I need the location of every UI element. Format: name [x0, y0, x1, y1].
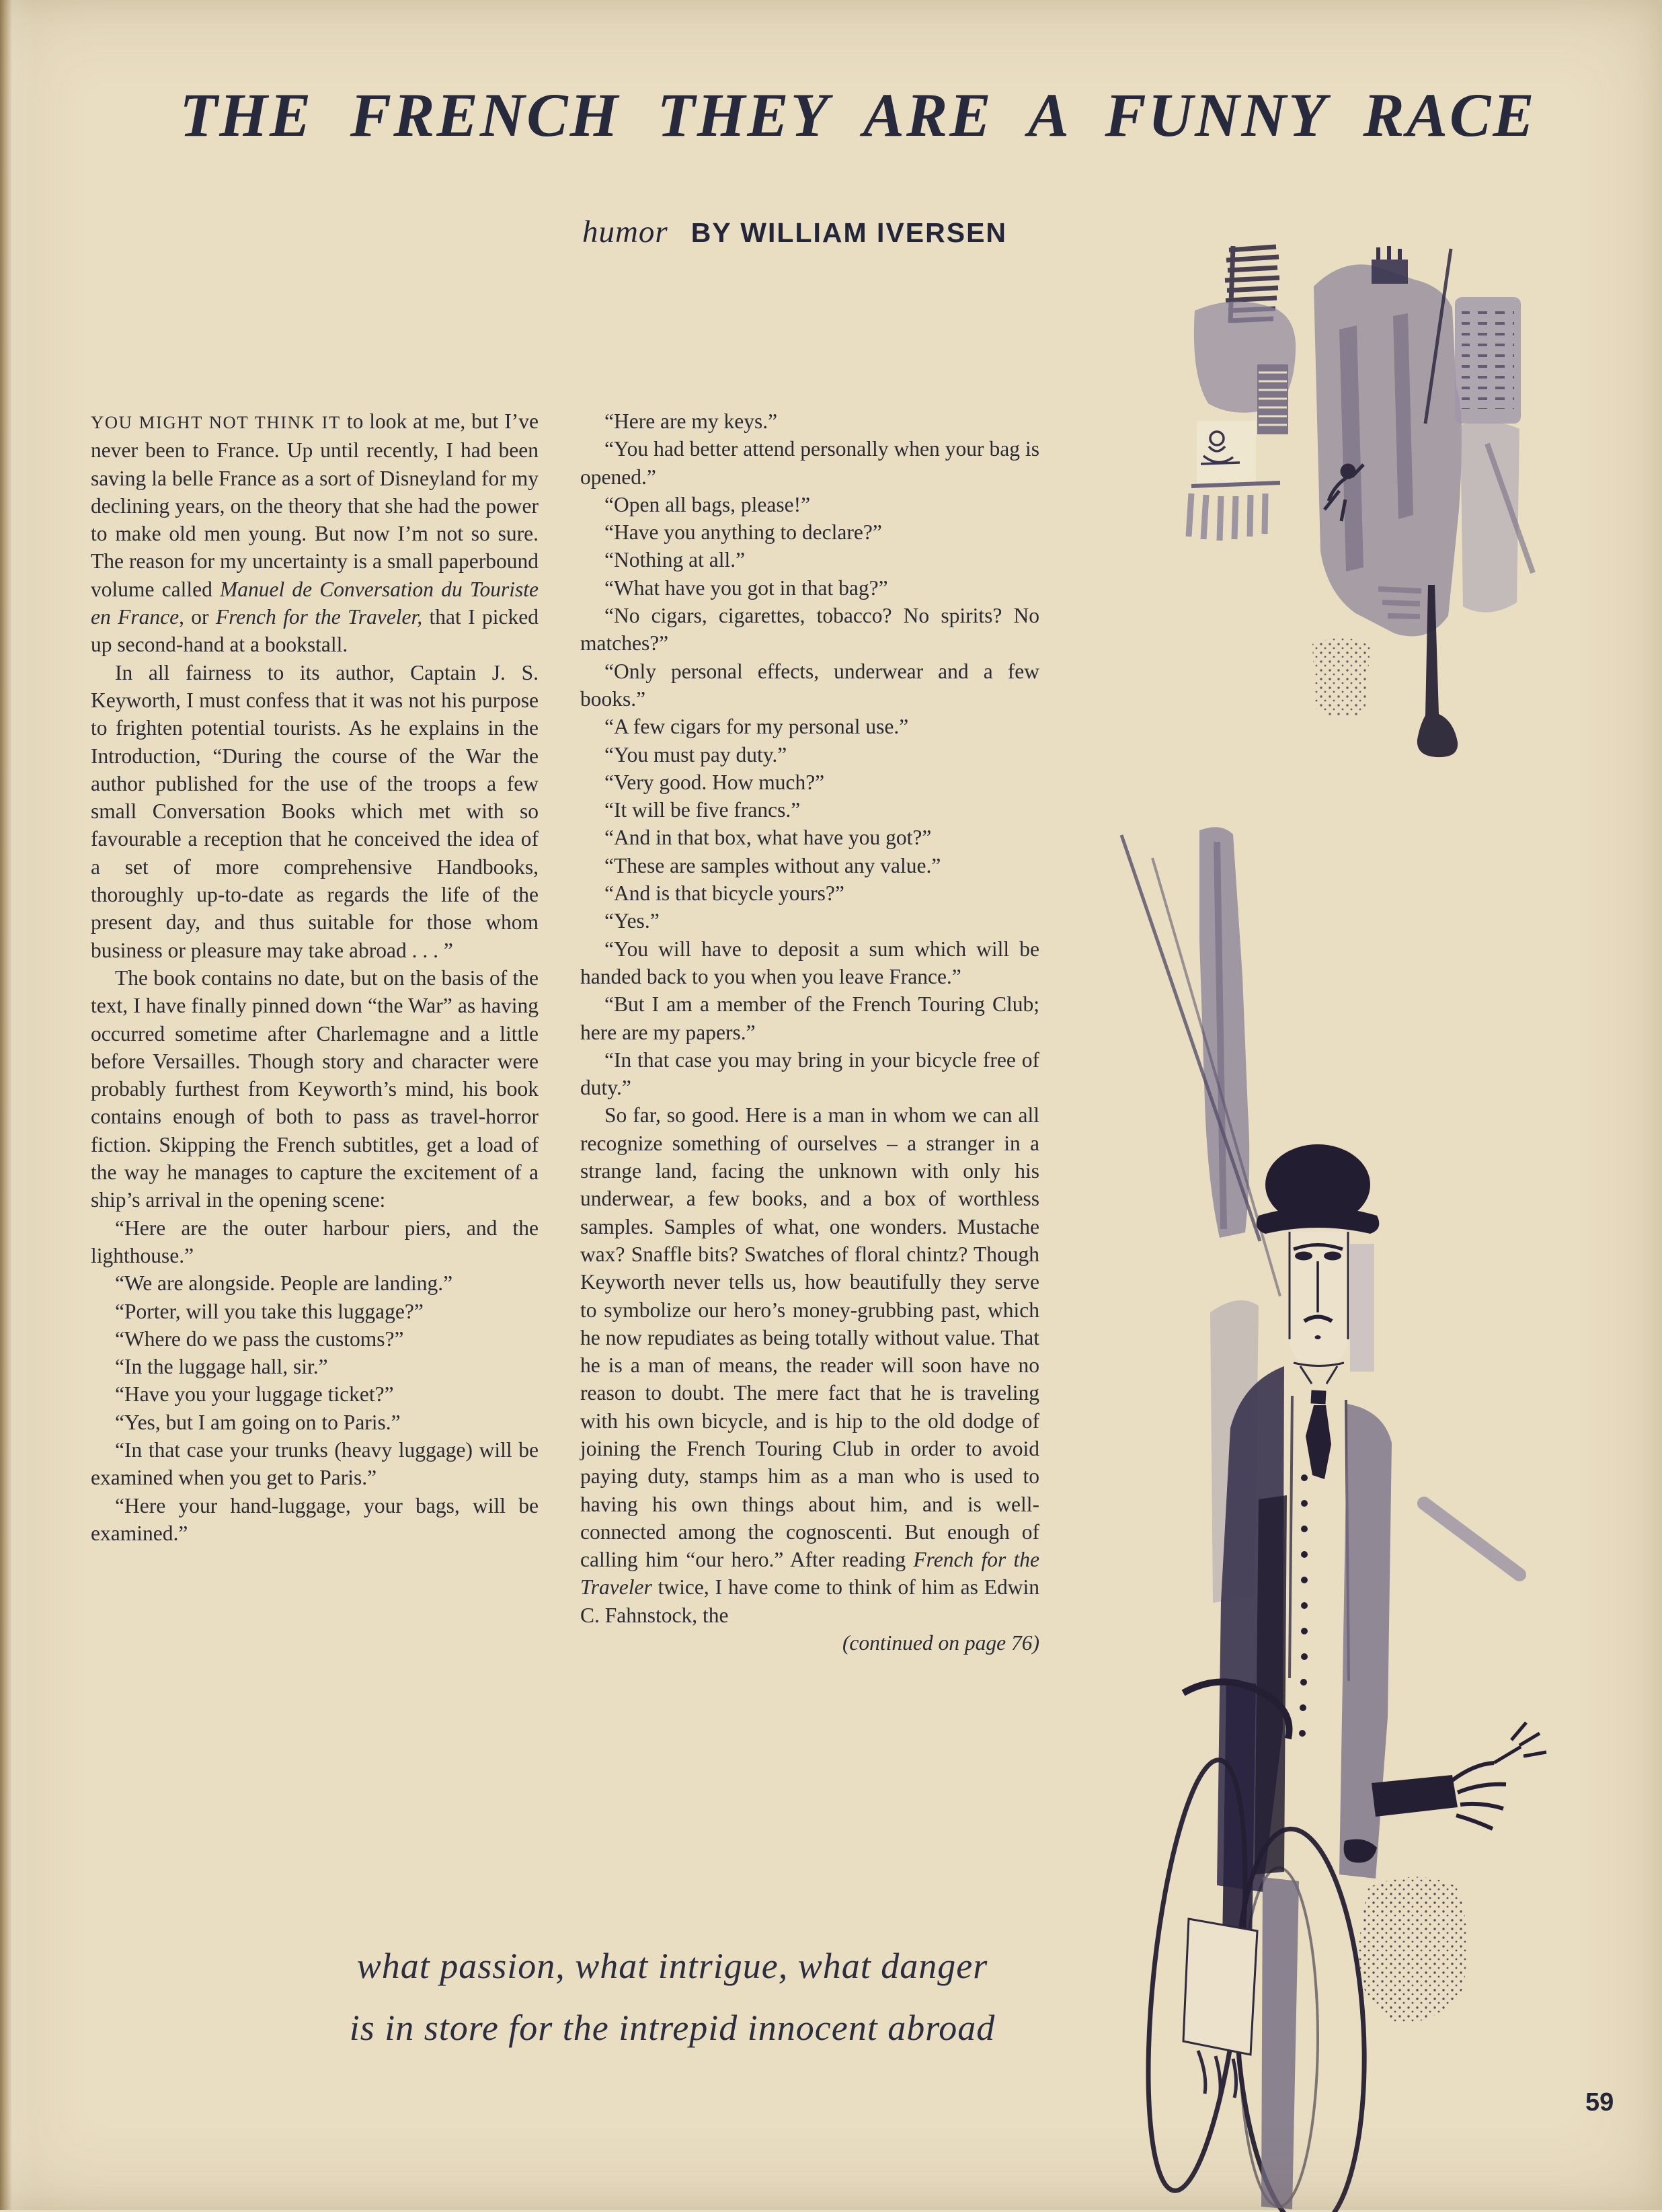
text-run: The book contains no date, but on the basis of the text, I have finally pinned down “the War” as having occurred sometime after Charlemagne and a little before Versailles. Though story and character were probably furthest from Keyworth’s mind, his book contains enough of both to pass as travel-horror fiction. Skipping the French subtitles, get a load of the way he manages to capture the excitement of a ship’s arrival in the opening scene: [91, 965, 539, 1212]
paragraph [580, 1629, 1039, 1657]
cuff-and-leg [1183, 1877, 1467, 2209]
watercolor-illustration [1057, 222, 1662, 2212]
paragraph [91, 1492, 539, 1548]
text-run: “You had better attend personally when your bag is opened.” [580, 437, 1039, 489]
right-eye [1324, 1252, 1341, 1261]
paragraph [91, 1436, 539, 1492]
teaser-caption [202, 1935, 1143, 2059]
tie [1306, 1405, 1331, 1479]
smallcaps-run: YOU MIGHT NOT THINK IT [91, 412, 341, 432]
paragraph [580, 658, 1039, 713]
author-name: BY WILLIAM IVERSEN [690, 217, 1008, 248]
text-run: that I picked up second-hand at a bookstall. [91, 605, 539, 657]
frame-bar [1222, 1680, 1256, 1948]
paragraph [91, 1269, 539, 1297]
paragraph [580, 435, 1039, 491]
mid-brush-strokes [1121, 827, 1280, 1296]
text-run: to look at me, but I’ve never been to France. Up until recently, I had been saving la belle France as a sort of Disneyland for my declining years, on the theory that she had the power to make old men young. But now I’m not so sure. The reason for my uncertainty is a small paperbound volume called [91, 409, 539, 601]
paragraph [580, 907, 1039, 935]
paragraph [580, 768, 1039, 796]
text-run: “It will be five francs.” [604, 798, 801, 822]
text-run: “In the luggage hall, sir.” [115, 1355, 328, 1379]
paragraph [580, 935, 1039, 991]
paragraph [580, 546, 1039, 574]
paragraph [91, 407, 539, 659]
text-run: “And in that box, what have you got?” [604, 826, 932, 850]
text-run: “We are alongside. People are landing.” [115, 1271, 453, 1296]
text-run: “These are samples without any value.” [604, 853, 941, 877]
text-run: “Only personal effects, underwear and a few books.” [580, 659, 1039, 711]
paragraph [91, 964, 539, 1214]
text-run: “But I am a member of the French Touring Club; here are my papers.” [580, 992, 1039, 1044]
text-run: So far, so good. Here is a man in whom we can all recognize something of ourselves – a stranger in a strange land, facing the unknown with only his underwear, a few books, and a box of worthless samples. Samples of what, one wonders. Mustache wax? Snaffle bits? Swatches of floral chintz? Though Keyworth never tells us, how beautifully they serve to symbolize our hero’s money-grubbing past, which he now repudiates as being totally without value. That he is a man of means, the reader will soon have no reason to doubt. The mere fact that he is traveling with his own bicycle, and is hip to the old dodge of joining the French Touring Club in order to avoid paying duty, stamps him as a man who is used to having his own things about him, and is well-connected among the cognoscenti. But enough of calling him “our hero.” After reading [580, 1103, 1039, 1572]
paragraph [580, 741, 1039, 768]
paragraph [91, 1298, 539, 1325]
text-run: “Here are my keys.” [604, 409, 778, 433]
text-run: In all fairness to its author, Captain J. S. Keyworth, I must confess that it was not his purpose to frighten potential tourists. As he explains in the Introduction, “During the course of the War the author published for the use of the troops a few small Conversation Books which met with so favourable a reception that he conceived the idea of a set of more comprehensive Handbooks, thoroughly up-to-date as regards the life of the present day, and thus suitable for those whom business or pleasure may take abroad . . . ” [91, 660, 539, 962]
paragraph [580, 824, 1039, 851]
text-column-left [91, 407, 539, 1547]
coat-left-dark-core [1255, 1495, 1287, 1874]
chimney-block [1372, 260, 1408, 284]
man-figure [1210, 1144, 1546, 1892]
text-run: “Have you your luggage ticket?” [115, 1382, 394, 1407]
paragraph [91, 1380, 539, 1408]
paragraph [580, 518, 1039, 546]
text-run: “Yes, but I am going on to Paris.” [115, 1410, 401, 1434]
paragraph [580, 574, 1039, 602]
text-run: “Nothing at all.” [604, 548, 746, 572]
paragraph [580, 990, 1039, 1046]
paragraph [91, 1325, 539, 1353]
grey-diagonal-stroke [1424, 1503, 1519, 1575]
text-run: , or [179, 605, 216, 629]
caption-line-2: is in store for the intrepid innocent abroad [349, 2008, 996, 2048]
text-run: “Yes.” [604, 909, 660, 933]
italic-run: Manuel de Conversation du Touriste en France [91, 577, 539, 629]
paragraph [91, 659, 539, 964]
speckle-patch-lower [1357, 1877, 1467, 2022]
face-side-wash [1350, 1244, 1374, 1372]
kicker-label: humor [582, 214, 668, 249]
shutter-slats [1259, 372, 1287, 425]
vest-buttons [1299, 1474, 1308, 1737]
caption-line-1: what passion, what intrigue, what danger [356, 1946, 988, 1986]
hand-fingers [1452, 1763, 1506, 1829]
text-run: “Have you anything to declare?” [604, 520, 882, 545]
text-run: “You will have to deposit a sum which will be handed back to you when you leave France.” [580, 937, 1039, 988]
paragraph [580, 1046, 1039, 1102]
text-run: “Open all bags, please!” [604, 492, 811, 516]
cigarette-sprig [1494, 1723, 1546, 1763]
text-run: “In that case you may bring in your bicycle free of duty.” [580, 1048, 1039, 1100]
text-column-right [580, 407, 1039, 1657]
text-run: twice, I have come to think of him as Edwin C. Fahnstock, the [580, 1575, 1039, 1627]
window-opening [1197, 421, 1256, 485]
text-run: “Here your hand-luggage, your bags, will be examined.” [91, 1493, 539, 1545]
paragraph [91, 1409, 539, 1436]
paragraph [580, 852, 1039, 879]
speckle-patch-upper [1312, 638, 1370, 717]
paragraph [580, 713, 1039, 740]
text-run: “And is that bicycle yours?” [604, 881, 844, 906]
text-run: “Very good. How much?” [604, 770, 825, 794]
text-run: “Where do we pass the customs?” [115, 1327, 404, 1351]
text-run: “What have you got in that bag?” [604, 576, 888, 600]
chimney-pipes [1378, 246, 1400, 260]
text-run: “A few cigars for my personal use.” [604, 715, 909, 739]
white-cuff [1183, 1919, 1257, 2055]
text-run: “No cigars, cigarettes, tobacco? No spirits? No matches?” [580, 604, 1039, 656]
awning-strokes [1189, 493, 1265, 541]
paragraph [580, 1101, 1039, 1629]
text-run: “You must pay duty.” [604, 742, 787, 766]
text-run: “Here are the outer harbour piers, and the lighthouse.” [91, 1216, 539, 1267]
left-eye [1295, 1252, 1312, 1261]
paragraph [580, 796, 1039, 824]
page-binding-edge [0, 0, 35, 2210]
italic-run: French for the Traveler, [215, 605, 423, 629]
text-run: “In that case your trunks (heavy luggage) will be examined when you get to Paris.” [91, 1437, 539, 1490]
paragraph [91, 1353, 539, 1380]
paragraph [91, 1214, 539, 1270]
italic-run: French for the Traveler [580, 1548, 1039, 1599]
paragraph [580, 879, 1039, 907]
text-run: “Porter, will you take this luggage?” [115, 1299, 424, 1323]
collar-lines [1300, 1366, 1337, 1384]
italic-run: (continued on page 76) [842, 1631, 1039, 1655]
tie-knot [1310, 1390, 1326, 1404]
trouser-wash [1261, 1877, 1299, 2209]
right-building-windows [1462, 308, 1514, 409]
paragraph [580, 407, 1039, 435]
paragraph [580, 602, 1039, 658]
bowler-hat-brim [1257, 1207, 1380, 1234]
mouth-dot [1315, 1335, 1321, 1339]
paragraph [580, 491, 1039, 518]
street-scene [1189, 246, 1533, 757]
arm-sleeve [1372, 1775, 1458, 1817]
article-title: THE FRENCH THEY ARE A FUNNY RACE [180, 81, 1536, 149]
page-number: 59 [1585, 2088, 1614, 2117]
